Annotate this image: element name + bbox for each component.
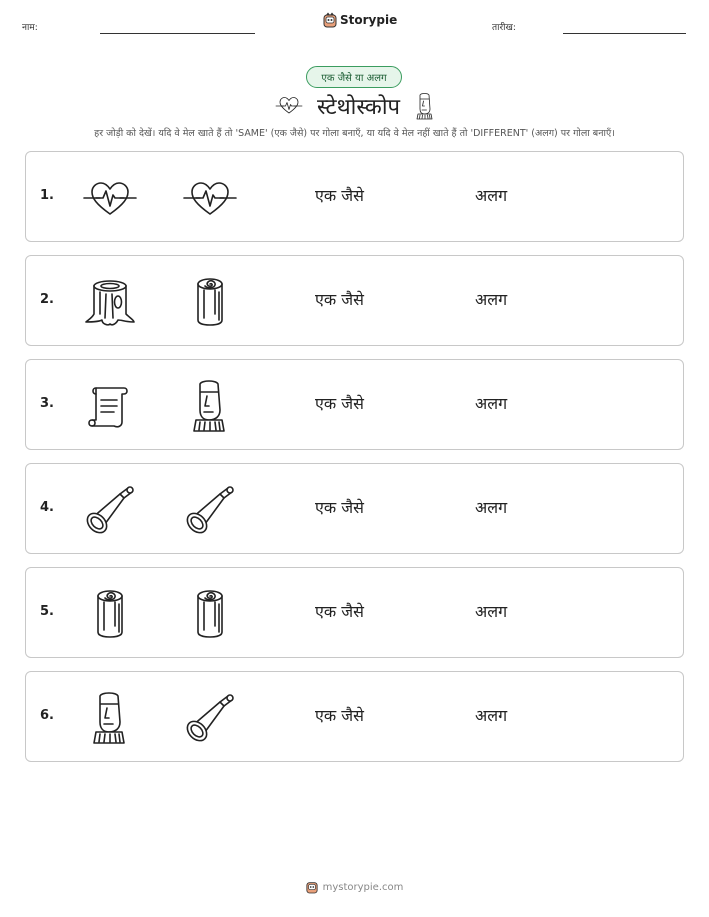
horn-icon xyxy=(182,482,238,538)
name-field[interactable] xyxy=(100,33,255,34)
horn-icon xyxy=(182,690,238,746)
moai-statue-icon xyxy=(82,690,138,746)
tree-stump-icon xyxy=(82,274,138,330)
page-title: स्टेथोस्कोप xyxy=(316,95,401,120)
question-row xyxy=(25,151,684,242)
log-icon xyxy=(182,586,238,642)
heartbeat-icon xyxy=(182,170,238,226)
footer xyxy=(0,880,709,894)
question-number: 5. xyxy=(40,604,54,619)
different-option[interactable]: अलग xyxy=(475,186,508,205)
footer-url[interactable]: mystorypie.com xyxy=(322,881,404,893)
question-row xyxy=(25,255,684,346)
same-option[interactable]: एक जैसे xyxy=(315,602,364,621)
heartbeat-icon xyxy=(275,96,303,116)
question-row xyxy=(25,359,684,450)
scroll-icon xyxy=(82,378,138,434)
moai-statue-icon xyxy=(414,91,434,121)
activity-tag: एक जैसे या अलग xyxy=(306,66,402,88)
question-row xyxy=(25,671,684,762)
question-number: 6. xyxy=(40,708,54,723)
log-icon xyxy=(182,274,238,330)
same-option[interactable]: एक जैसे xyxy=(315,186,364,205)
storypie-mascot-icon xyxy=(323,12,337,28)
question-row xyxy=(25,463,684,554)
different-option[interactable]: अलग xyxy=(475,498,508,517)
logo-text: Storypie xyxy=(340,13,398,27)
title-row xyxy=(0,90,709,122)
same-option[interactable]: एक जैसे xyxy=(315,290,364,309)
question-number: 1. xyxy=(40,188,54,203)
log-icon xyxy=(82,586,138,642)
different-option[interactable]: अलग xyxy=(475,602,508,621)
same-option[interactable]: एक जैसे xyxy=(315,394,364,413)
question-number: 3. xyxy=(40,396,54,411)
question-row xyxy=(25,567,684,658)
different-option[interactable]: अलग xyxy=(475,394,508,413)
name-label: नाम: xyxy=(22,23,38,33)
storypie-logo xyxy=(323,12,397,28)
heartbeat-icon xyxy=(82,170,138,226)
different-option[interactable]: अलग xyxy=(475,706,508,725)
question-number: 2. xyxy=(40,292,54,307)
different-option[interactable]: अलग xyxy=(475,290,508,309)
instructions: हर जोड़ी को देखें। यदि वे मेल खाते हैं तो 'SAME' (एक जैसे) पर गोला बनाएँ, या यदि वे मेल नहीं खाते हैं तो 'DIFFERENT' (अलग) पर गोला बनाएँ। xyxy=(94,128,615,139)
date-label: तारीख: xyxy=(492,23,516,33)
horn-icon xyxy=(82,482,138,538)
same-option[interactable]: एक जैसे xyxy=(315,498,364,517)
moai-statue-icon xyxy=(182,378,238,434)
same-option[interactable]: एक जैसे xyxy=(315,706,364,725)
storypie-mascot-icon xyxy=(306,880,318,894)
question-number: 4. xyxy=(40,500,54,515)
date-field[interactable] xyxy=(563,33,686,34)
